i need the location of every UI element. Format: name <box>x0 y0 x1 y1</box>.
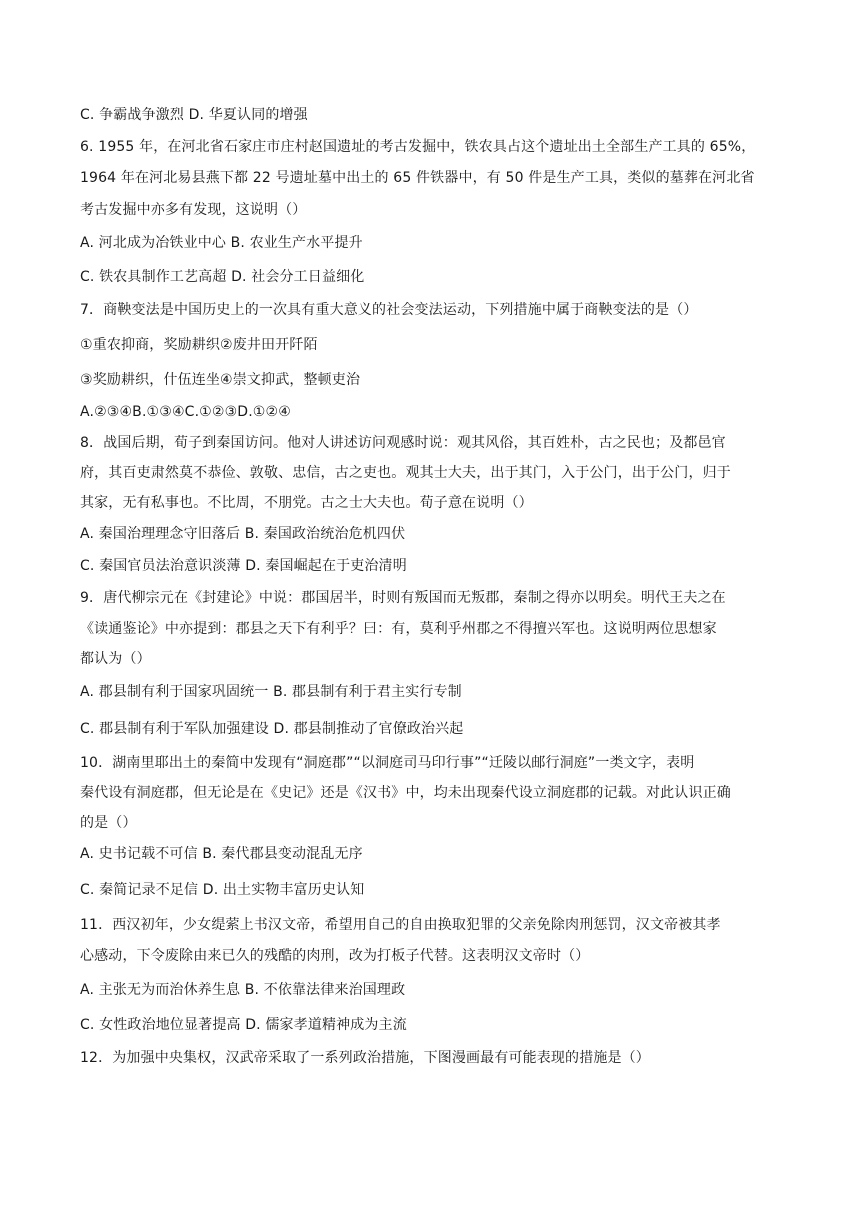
question-9 <box>80 582 788 748</box>
question-stem-line: 心感动，下令废除由来已久的残酷的肉刑，改为打板子代替。这表明汉文帝时（） <box>80 948 590 964</box>
question-stem-line: 都认为（） <box>80 651 151 667</box>
option-line-cd: C. 秦简记录不足信 D. 出土实物丰富历史认知 <box>80 882 365 898</box>
question-7 <box>80 294 788 428</box>
option-line-ab: A. 郡县制有利于国家巩固统一 B. 郡县制有利于君主实行专制 <box>80 684 462 700</box>
option-line-cd: C. 秦国官员法治意识淡薄 D. 秦国崛起在于吏治清明 <box>80 558 407 574</box>
question-stem-line: 9．唐代柳宗元在《封建论》中说：郡国居半，时则有叛国而无叛郡，秦制之得亦以明矣。明代王夫之在 <box>80 590 726 606</box>
question-stem-line: 府，其百吏肃然莫不恭俭、敦敬、忠信，古之吏也。观其士大夫，出于其门，入于公门，出于公门，归于 <box>80 465 731 481</box>
statement-line: ③奖励耕织，什伍连坐④崇文抑武，整顿吏治 <box>80 372 361 388</box>
option-line-ab: A. 河北成为冶铁业中心 B. 农业生产水平提升 <box>80 235 363 251</box>
question-stem-line: 8．战国后期，荀子到秦国访问。他对人讲述访问观感时说：观其风俗，其百姓朴，古之民也；及都邑官 <box>80 435 726 451</box>
exam-page <box>80 98 788 1074</box>
option-line-cd: C. 郡县制有利于军队加强建设 D. 郡县制推动了官僚政治兴起 <box>80 721 464 737</box>
option-line-cd: C. 争霸战争激烈 D. 华夏认同的增强 <box>80 107 308 123</box>
question-stem-line: 的是（） <box>80 815 137 831</box>
question-stem-line: 7．商鞅变法是中国历史上的一次具有重大意义的社会变法运动，下列措施中属于商鞅变法的是（） <box>80 302 698 318</box>
option-line-ab: A. 史书记载不可信 B. 秦代郡县变动混乱无序 <box>80 846 363 862</box>
question-10 <box>80 748 788 910</box>
question-stem-line: 12．为加强中央集权，汉武帝采取了一系列政治措施，下图漫画最有可能表现的措施是（） <box>80 1050 650 1066</box>
question-stem-line: 11．西汉初年，少女缇萦上书汉文帝，希望用自己的自由换取犯罪的父亲免除肉刑惩罚，汉文帝被其孝 <box>80 917 721 933</box>
question-12 <box>80 1042 788 1074</box>
question-5-tail <box>80 98 788 132</box>
option-line-cd: C. 铁农具制作工艺高超 D. 社会分工日益细化 <box>80 269 365 285</box>
question-8 <box>80 428 788 582</box>
question-11 <box>80 910 788 1042</box>
question-stem-line: 考古发掘中亦多有发现，这说明（） <box>80 202 307 218</box>
question-stem-line: 其家，无有私事也。不比周，不朋党。古之士大夫也。荀子意在说明（） <box>80 495 533 511</box>
question-stem-line: 《读通鉴论》中亦提到：郡县之天下有利乎？曰：有，莫利乎州郡之不得擅兴军也。这说明两位思想家 <box>80 621 717 637</box>
option-line-cd: C. 女性政治地位显著提高 D. 儒家孝道精神成为主流 <box>80 1017 407 1033</box>
question-stem-line: 10．湖南里耶出土的秦简中发现有“洞庭郡”“以洞庭司马印行事”“迁陵以邮行洞庭”一类文字，表明 <box>80 755 695 771</box>
option-line-ab: A. 秦国治理理念守旧落后 B. 秦国政治统治危机四伏 <box>80 526 406 542</box>
question-6 <box>80 132 788 294</box>
question-stem-line: 1964 年在河北易县燕下都 22 号遗址墓中出土的 65 件铁器中，有 50 件是生产工具，类似的墓葬在河北省 <box>80 170 755 186</box>
option-line-ab: A. 主张无为而治休养生息 B. 不依靠法律来治国理政 <box>80 982 406 998</box>
statement-line: ①重农抑商，奖励耕织②废井田开阡陌 <box>80 337 318 353</box>
question-stem-line: 秦代设有洞庭郡，但无论是在《史记》还是《汉书》中，均未出现秦代设立洞庭郡的记载。对此认识正确 <box>80 785 731 801</box>
option-line-abcd: A.②③④B.①③④C.①②③D.①②④ <box>80 404 291 420</box>
question-stem-line: 6. 1955 年，在河北省石家庄市庄村赵国遗址的考古发掘中，铁农具占这个遗址出土全部生产工具的 65%， <box>80 139 756 155</box>
